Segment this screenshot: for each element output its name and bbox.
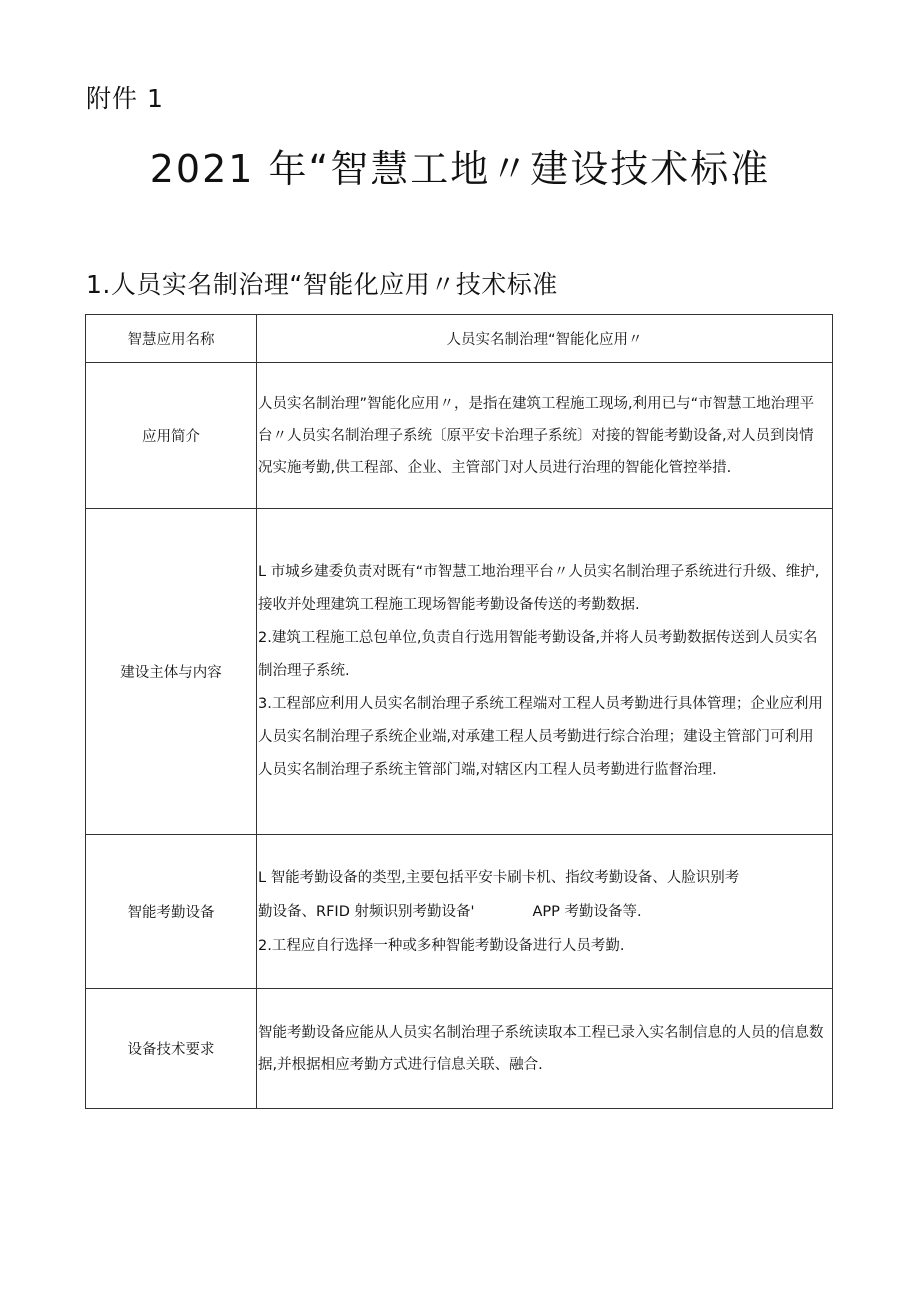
tech-text: 智能考勤设备应能从人员实名制治理子系统读取本工程已录入实名制信息的人员的信息数据,并根据相应考勤方式进行信息关联、融合. [258,1024,824,1073]
table-row-intro [86,363,833,509]
device-item-1: L 智能考勤设备的类型,主要包括平安卡刷卡机、指纹考勤设备、人脸识别考 [258,869,740,886]
intro-label-cell: 应用简介 [86,363,257,509]
device-item-1-cont [258,895,828,929]
build-label-cell: 建设主体与内容 [86,509,257,835]
intro-content-cell [257,363,833,509]
table-row-device [86,835,833,989]
build-item-2: 2.建筑工程施工总包单位,负责自行选用智能考勤设备,并将人员考勤数据传送到人员实名制治理子系统. [258,630,818,679]
build-item-1: L 市城乡建委负责对既有“市智慧工地治理平台〃人员实名制治理子系统进行升级、维护,接收并处理建筑工程施工现场智能考勤设备传送的考勤数据. [258,564,820,613]
standards-table [85,314,833,1109]
build-content-cell [257,509,833,835]
tech-content-cell [257,989,833,1109]
document-title: 2021 年“智慧工地〃建设技术标准 [149,147,771,191]
header-label-cell: 智慧应用名称 [86,315,257,363]
device-label-cell: 智能考勤设备 [86,835,257,989]
device-content-cell [257,835,833,989]
attachment-label: 附件 1 [86,84,164,113]
device-item-2: 2.工程应自行选择一种或多种智能考勤设备进行人员考勤. [258,937,625,954]
tech-label-cell: 设备技术要求 [86,989,257,1109]
table-row-tech [86,989,833,1109]
table-row-header [86,315,833,363]
table-row-build [86,509,833,835]
header-value-cell: 人员实名制治理“智能化应用〃 [257,315,833,363]
device-item-1-cont-a: 勤设备、RFID 射频识别考勤设备' [258,903,475,920]
build-item-3: 3.工程部应利用人员实名制治理子系统工程端对工程人员考勤进行具体管理；企业应利用人员实名制治理子系统企业端,对承建工程人员考勤进行综合治理；建设主管部门可利用人员实名制治理子系统主管部门端,对辖区内工程人员考勤进行监督治理. [258,696,823,778]
intro-text: 人员实名制治理”智能化应用〃，是指在建筑工程施工现场,利用已与“市智慧工地治理平台〃人员实名制治理子系统〔原平安卡治理子系统〕对接的智能考勤设备,对人员到岗情况实施考勤,供工程部、企业、主管部门对人员进行治理的智能化管控举措. [258,395,815,476]
section-title: 1.人员实名制治理“智能化应用〃技术标准 [86,270,558,299]
device-item-1-cont-b: APP 考勤设备等. [532,903,642,920]
